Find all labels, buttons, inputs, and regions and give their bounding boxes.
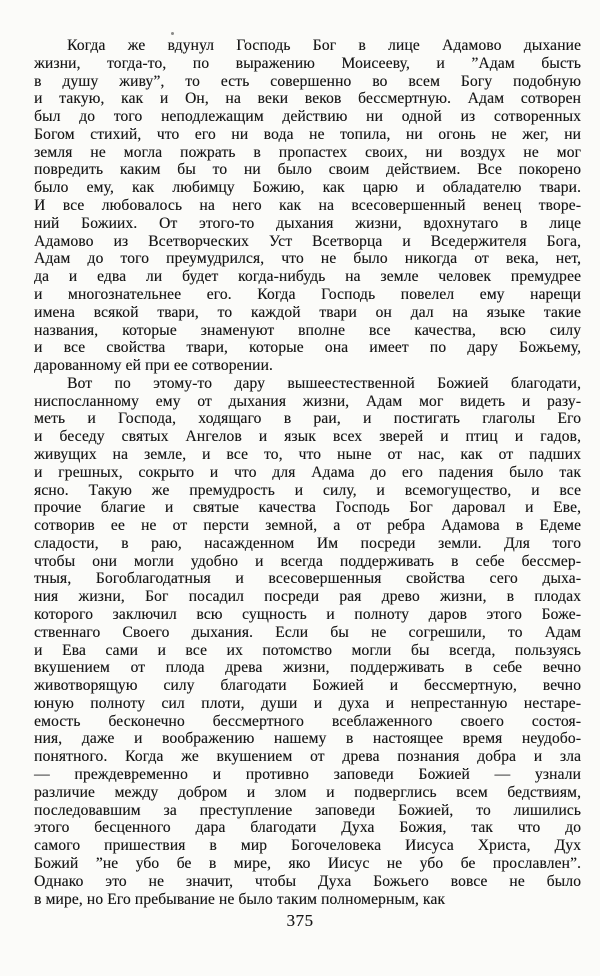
text-line: животворящую силу благодати Божией и бессмертную, вечно <box>34 677 581 695</box>
text-line: и беседу святых Ангелов и язык всех зверей и птиц и гадов, <box>34 428 581 446</box>
text-line: и Ева сами и все их потомство могли бы всегда, пользуясь <box>34 641 581 659</box>
text-line: самого пришествия в мир Богочеловека Иисуса Христа, Дух <box>34 837 581 855</box>
text-line: земля не могла пожрать в пропастех своих, ни воздух не мог <box>34 143 581 161</box>
text-line: емость бесконечно бессмертного всеблаженного своего состоя- <box>34 712 581 730</box>
text-line: повредить каким бы то ни было своим действием. Все покорено <box>34 161 581 179</box>
text-line: последовавшим за преступление заповеди Божией, то лишились <box>34 801 581 819</box>
text-line: ния жизни, Бог посадил посреди рая древо жизни, в плодах <box>34 588 581 606</box>
text-line: жизни, тогда-то, по выражению Моисееву, и ”Адам бысть <box>34 54 581 72</box>
text-line: было ему, как любимцу Божию, как царю и обладателю твари. <box>34 179 581 197</box>
text-line: и такую, как и Он, на веки веков бессмертную. Адам сотворен <box>34 90 581 108</box>
text-line: да и едва ли будет когда-нибудь на земле человек премудрее <box>34 268 581 286</box>
page-number: 375 <box>286 911 314 930</box>
text-line: живущих на земле, и все то, что ныне от нас, как от падших <box>34 445 581 463</box>
text-line: Адам до того преумудрился, что не было никогда от века, нет, <box>34 250 581 268</box>
text-line: дарованному ей при ее сотворении. <box>34 357 273 375</box>
text-line: чтобы они могли удобно и всегда поддерживать в себе бессмер- <box>34 552 581 570</box>
text-line: которого заключил всю сущность и полноту даров этого Боже- <box>34 606 581 623</box>
text-line: и многознательнее его. Когда Господь повелел ему нарещи <box>34 285 581 303</box>
text-line: Однако это не значит, чтобы Духа Божьего вовсе не было <box>34 872 581 890</box>
text-line: ний Божиих. От этого-то дыхания жизни, вдохнутаго в лице <box>34 214 581 232</box>
text-line: ниспосланному ему от дыхания жизни, Адам мог видеть и разу- <box>34 392 581 410</box>
text-line: меть и Господа, ходящаго в раи, и постигать глаголы Его <box>34 410 581 428</box>
text-line: ясно. Такую же премудрость и силу, и всемогущество, и все <box>34 481 581 499</box>
text-line: Божий ”не убо бе в мире, яко Иисус не убо бе прославлен”. <box>34 854 581 872</box>
text-line: И все любовалось на него как на всесовершенный венец творе- <box>34 197 581 215</box>
text-line: названия, которые знаменуют вполне все качества, всю силу <box>34 321 581 339</box>
text-line: Богом стихий, что его ни вода не топила, ни огонь не жег, ни <box>34 125 581 143</box>
text-line: — преждевременно и противно заповеди Божией — узнали <box>34 766 581 784</box>
text-line: ственнаго Своего дыхания. Если бы не согрешили, то Адам <box>34 623 581 641</box>
text-line: юную полноту сил плоти, души и духа и непрестанную нестаре- <box>34 694 581 712</box>
body-text <box>34 37 581 908</box>
text-line: в душу живу”, то есть совершенно во всем Богу подобную <box>34 72 581 90</box>
text-line: был до того неподлежащим действию ни одной из сотворенных <box>34 108 581 126</box>
text-line: различие между добром и злом и подверглись всем бедствиям, <box>34 783 581 801</box>
text-line: и все свойства твари, которые она имеет по дару Божьему, <box>34 339 581 357</box>
text-line: Вот по этому-то дару вышеестественной Божией благодати, <box>67 374 581 392</box>
text-line: сотворив ее не от персти земной, а от ребра Адамова в Едеме <box>34 517 581 535</box>
text-line: прочие благие и святые качества Господь Бог даровал и Еве, <box>34 499 581 517</box>
text-line: Адамово из Всетворческих Уст Всетворца и Вседержителя Бога, <box>34 232 581 250</box>
text-line: вкушением от плода древа жизни, поддерживать в себе вечно <box>34 659 581 677</box>
text-line: и грешных, сокрыто и что для Адама до его падения было так <box>34 463 581 481</box>
text-line: сладости, в раю, насажденном Им посреди земли. Для того <box>34 534 581 552</box>
text-line: имена всякой твари, то каждой твари он дал на языке такие <box>34 303 581 321</box>
text-line: этого бесценного дара благодати Духа Божия, так что до <box>34 819 581 837</box>
text-line: ния, даже и воображению нашему в настоящее время неудобо- <box>34 730 581 748</box>
scan-artifact-speck <box>171 32 174 35</box>
text-line: понятного. Когда же вкушением от древа познания добра и зла <box>34 748 581 766</box>
text-line: в мире, но Его пребывание не было таким полномерным, как <box>34 890 446 908</box>
text-line: Когда же вдунул Господь Бог в лице Адамово дыхание <box>67 37 581 54</box>
text-line: тныя, Богоблагодатныя и всесовершенныя свойства сего дыха- <box>34 570 581 588</box>
